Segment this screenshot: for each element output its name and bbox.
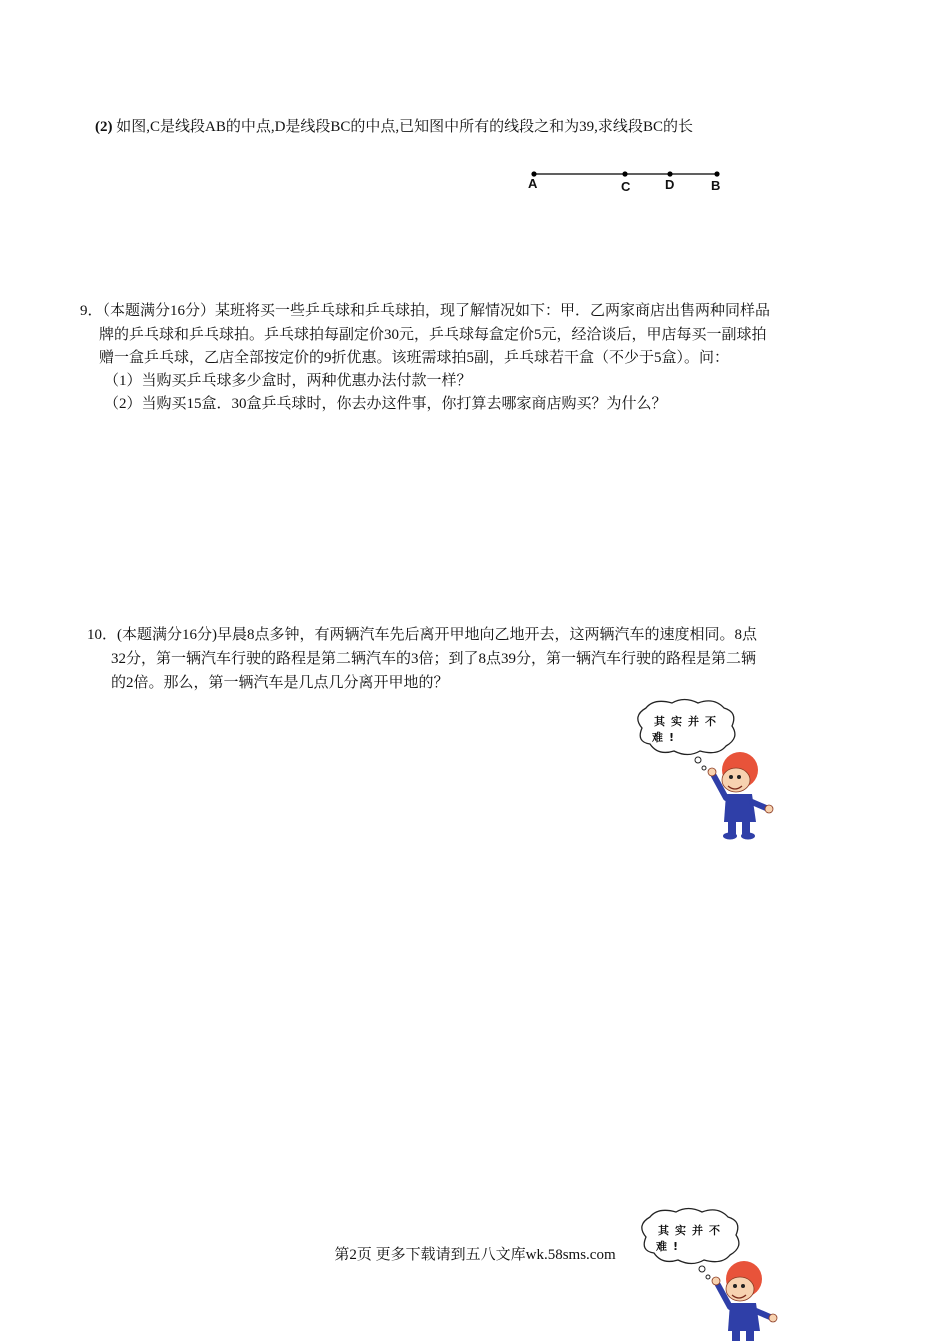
mascot-illustration: [632, 698, 782, 843]
bubble-text-line-1: 其实并不: [658, 1224, 726, 1237]
cloud-tail-2: [706, 1275, 710, 1279]
point-label-d: D: [665, 177, 675, 192]
point-b-dot: [714, 171, 719, 176]
bubble-text-line-2: 难!: [652, 731, 681, 744]
point-label-b: B: [711, 178, 721, 193]
point-c-dot: [622, 171, 627, 176]
question-10-line-3: 的2倍。那么，第一辆汽车是几点几分离开甲地的？: [111, 675, 449, 691]
mascot-eye-right: [737, 775, 741, 779]
mascot-leg-right: [742, 822, 750, 834]
cloud-tail-1: [699, 1266, 705, 1272]
mascot-leg-left: [732, 1331, 740, 1341]
bubble-text-line-2: 难!: [656, 1240, 685, 1253]
question-9-sub-2: （2）当购买15盒．30盒乒乓球时，你去办这件事，你打算去哪家商店购买？为什么？: [104, 396, 667, 412]
mascot-eye-left: [729, 775, 733, 779]
mascot-shoe-right: [741, 833, 755, 840]
mascot-hand-right: [769, 1314, 777, 1322]
question-text: 如图,C是线段AB的中点,D是线段BC的中点,已知图中所有的线段之和为39,求线段BC的长: [116, 119, 693, 135]
mascot-leg-left: [728, 822, 736, 834]
mascot-leg-right: [746, 1331, 754, 1341]
mascot-arm-out: [756, 1311, 770, 1317]
point-label-a: A: [528, 176, 538, 191]
question-9-line-2: 牌的乒乓球和乒乓球拍。乒乓球拍每副定价30元，乒乓球每盒定价5元，经洽谈后，甲店每买一副球拍: [99, 327, 767, 343]
mascot-hand: [708, 768, 716, 776]
mascot-eye-left: [733, 1284, 737, 1288]
mascot-eye-right: [741, 1284, 745, 1288]
question-9-line-1: 9．（本题满分16分）某班将买一些乒乓球和乒乓球拍，现了解情况如下：甲．乙两家商店出售两种同样品: [80, 303, 771, 319]
question-9-line-3: 赠一盒乒乓球，乙店全部按定价的9折优惠。该班需球拍5副，乒乓球若干盒（不少于5盒）。问：: [99, 350, 730, 366]
question-9-sub-1: （1）当购买乒乓球多少盒时，两种优惠办法付款一样？: [104, 373, 472, 389]
mascot-arm-out: [752, 802, 766, 808]
cloud-tail-2: [702, 766, 706, 770]
mascot-illustration-footer: [636, 1207, 786, 1344]
mascot-shoe-left: [723, 833, 737, 840]
point-label-c: C: [621, 179, 631, 194]
question-10-line-1: 10．(本题满分16分)早晨8点多钟，有两辆汽车先后离开甲地向乙地开去，这两辆汽车的速度相同。8点: [87, 627, 757, 643]
question-10-line-2: 32分，第一辆汽车行驶的路程是第二辆汽车的3倍；到了8点39分，第一辆汽车行驶的路程是第二辆: [111, 651, 757, 667]
bubble-text-line-1: 其实并不: [654, 715, 722, 728]
question-8-part-2: [95, 116, 693, 138]
mascot-hand: [712, 1277, 720, 1285]
mascot-hand-right: [765, 805, 773, 813]
page-footer: 第2页 更多下载请到五八文库wk.58sms.com: [334, 1247, 616, 1263]
cloud-tail-1: [695, 757, 701, 763]
point-d-dot: [667, 171, 672, 176]
part-number: (2): [95, 119, 113, 135]
